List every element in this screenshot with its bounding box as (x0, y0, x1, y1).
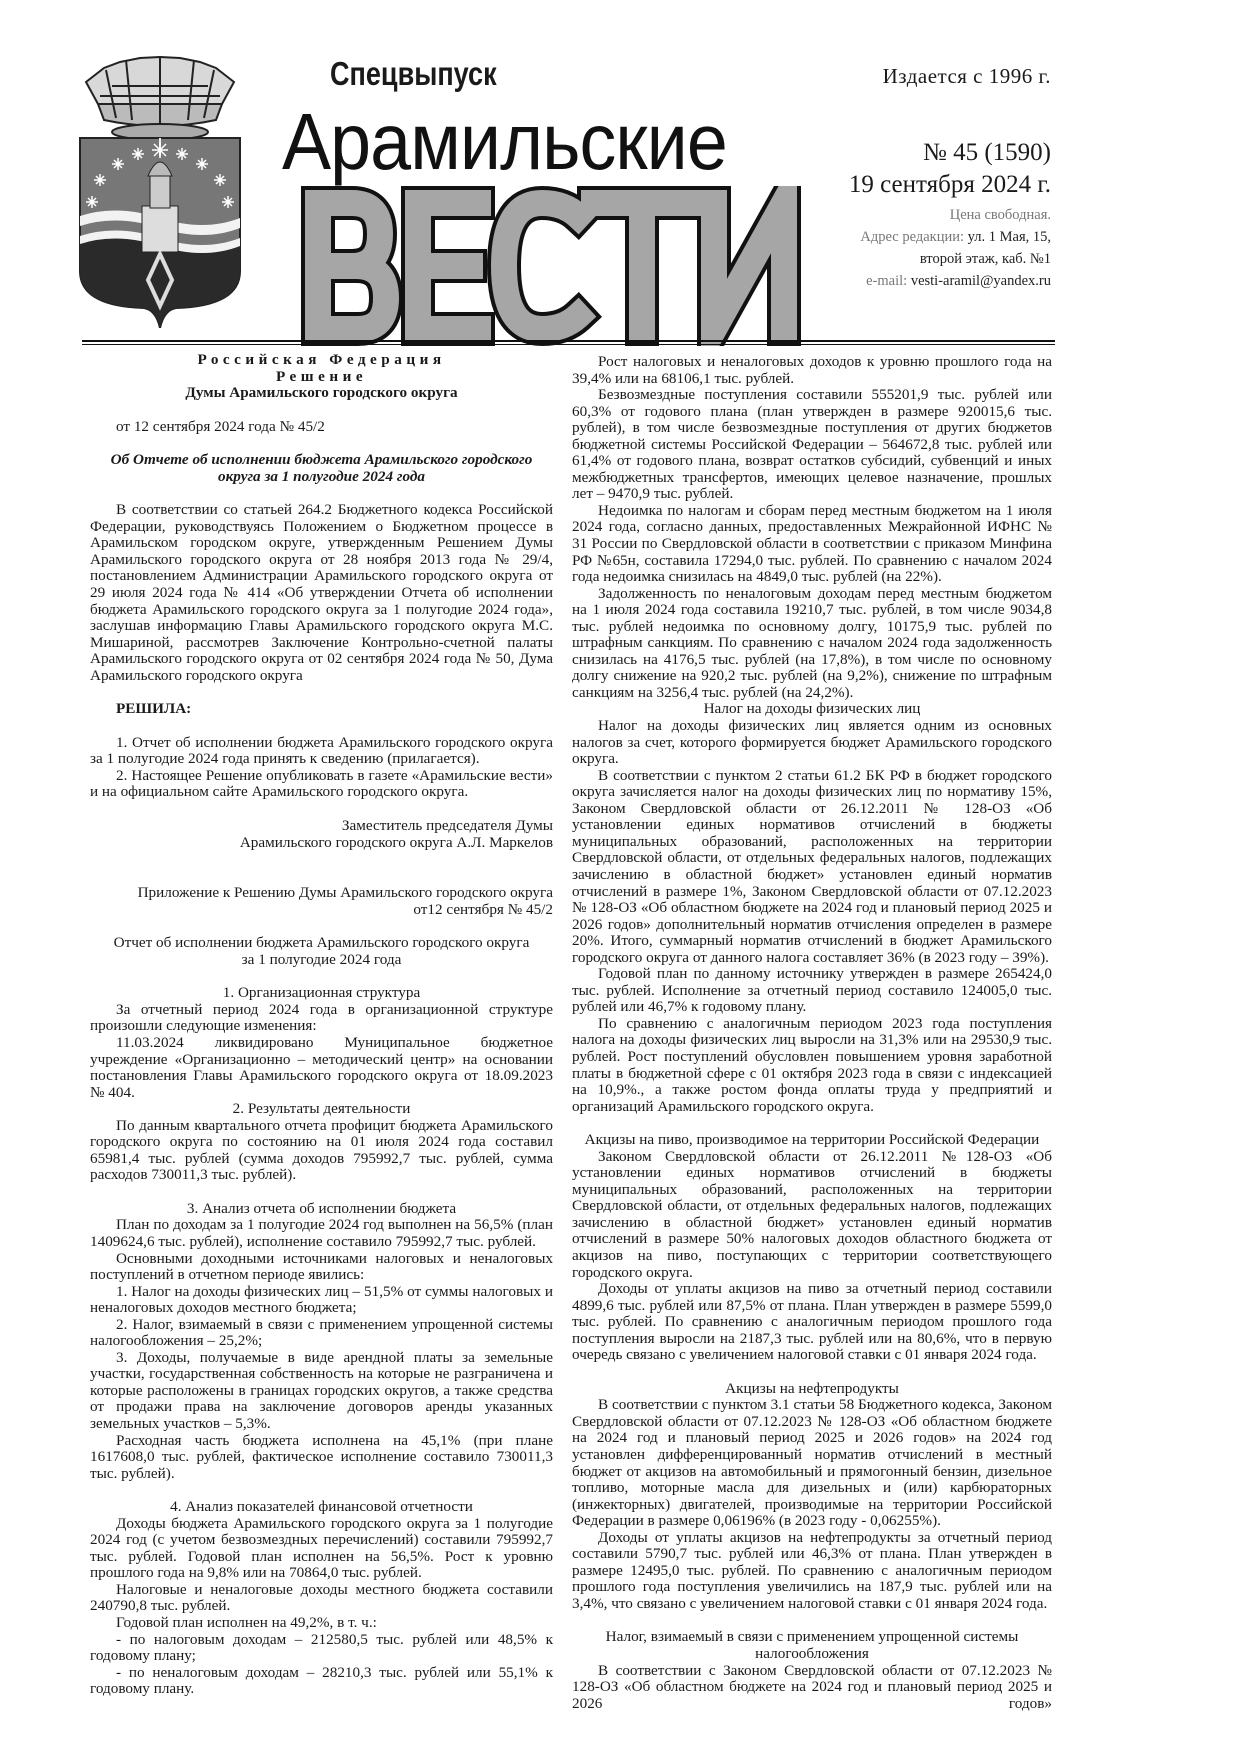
paragraph: В соответствии с пунктом 2 статьи 61.2 БК РФ в бюджет городского округа зачисляется налог на доходы физических лиц по нормативу 15%, Законом Свердловской области от 26.12.2011 № 128-ОЗ «Об установлении единых нормативов отчислений в бюджеты муниципальных образований, расположенных на территории Свердловской области, от отдельных федеральных налогов, подлежащих зачислению в областной бюджет» установлен единый норматив отчислений в размере 1%, Законом Свердловской области от 07.12.2023 № 128-ОЗ «Об областном бюджете на 2024 год и плановый период 2025 и 2026 годов» дополнительный норматив отчисления определен в размере 20%. Итого, суммарный норматив отчислений в бюджет Арамильского городского округа от данного налога составляет 36% (в 2023 году – 39%). (572, 766, 1052, 966)
paragraph: - по налоговым доходам – 212580,5 тыс. рублей или 48,5% к годовому плану; (90, 1630, 553, 1665)
paragraph: Рост налоговых и неналоговых доходов к уровню прошлого года на 39,4% или на 68106,1 тыс. рублей. (572, 353, 1052, 387)
paragraph: По сравнению с аналогичным периодом 2023 года поступления налога на доходы физических лиц выросли на 31,3% или на 29530,9 тыс. рублей. Рост поступлений обусловлен повышением уровня заработной платы в бюджетной сфере с 01 октября 2023 года в связи с индексацией на 10,9%., а также ростом фонда оплаты труда у предприятий и организаций Арамильского городского округа. (572, 1014, 1052, 1115)
email (866, 272, 1051, 290)
paragraph: В соответствии с Законом Свердловской области от 07.12.2023 № 128-ОЗ «Об областном бюджете на 2024 год и плановый период 2025 и 2026 годов» (572, 1661, 1052, 1712)
paragraph: Доходы от уплаты акцизов на пиво за отчетный период составили 4899,6 тыс. рублей или 87,5% от плана. План утвержден в размере 5599,0 тыс. рублей. По сравнению с аналогичным периодом прошлого года поступления выросли на 2187,3 тыс. рублей или на 80,6%, что в первую очередь связано с увеличением налоговой ставки с 01 января 2024 года. (572, 1280, 1052, 1364)
paragraph: Задолженность по неналоговым доходам перед местным бюджетом на 1 июля 2024 года составила 19210,7 тыс. рублей, в том числе 9034,8 тыс. рублей недоимка по основному долгу, 10175,9 тыс. рублей по штрафным санкциям. По сравнению с началом 2024 года задолженность снизилась на 4176,5 тыс. рублей (на 17,8%), в том числе по основному долгу снижение на 920,2 тыс. рублей (на 9,2%), снижение по штрафным санкциям на 3256,4 тыс. рублей (на 24,2%). (572, 584, 1052, 701)
header-divider (82, 340, 1055, 345)
paragraph: Доходы от уплаты акцизов на нефтепродукты за отчетный период составили 5790,7 тыс. рублей или 46,3% от плана. План утвержден в размере 12495,0 тыс. рублей. По сравнению с аналогичным периодом прошлого года поступления увеличились на 187,9 тыс. рублей или на 3,4%, что связано с увеличением налоговой ставки с 01 января 2024 года. (572, 1528, 1052, 1612)
paragraph: Налоговые и неналоговые доходы местного бюджета составили 240790,8 тыс. рублей. (90, 1580, 553, 1615)
paragraph: По данным квартального отчета профицит бюджета Арамильского городского округа по состоянию на 01 июля 2024 года составил 65981,4 тыс. рублей (сумма доходов 795992,7 тыс. рублей, сумма расходов 730011,3 тыс. рублей). (90, 1116, 553, 1184)
section-heading: 2. Результаты деятельности (232, 1100, 411, 1118)
section-heading: 1. Организационная структура (222, 984, 421, 1002)
signature-line: от12 сентября № 45/2 (413, 900, 553, 918)
paragraph: 2. Налог, взимаемый в связи с применением упрощенной системы налогообложения – 25,2%; (90, 1315, 553, 1350)
signature-line: Заместитель председателя Думы (341, 817, 553, 835)
section-heading: 4. Анализ показателей финансовой отчетности (170, 1498, 473, 1516)
section-heading: Акцизы на пиво, производимое на территории Российской Федерации (584, 1131, 1040, 1149)
coat-of-arms-logo (76, 56, 244, 328)
paragraph: Недоимка по налогам и сборам перед местным бюджетом на 1 июля 2024 года, согласно данных, предоставленных Межрайонной ИФНС № 31 России по Свердловской области в соответствии с приказом Минфина РФ №65н, составила 17294,0 тыс. рублей. По сравнению с началом 2024 года недоимка снизилась на 4849,0 тыс. рублей (на 22%). (572, 501, 1052, 586)
paragraph: 1. Налог на доходы физических лиц – 51,5% от суммы налоговых и неналоговых доходов местного бюджета; (90, 1282, 553, 1317)
paragraph: В соответствии с пунктом 3.1 статьи 58 Бюджетного кодекса, Законом Свердловской области от 07.12.2023 № 128-ОЗ «Об областном бюджете на 2024 год и плановый период 2025 и 2026 годов» на 2024 год установлен дифференцированный норматив отчислений в местный бюджет от акцизов на автомобильный и прямогонный бензин, дизельное топливо, моторные масла для дизельных и (или) карбюраторных (инжекторных) двигателей, производимые на территории Российской Федерации в размере 0,06196% (в 2023 году - 0,06255%). (572, 1396, 1052, 1530)
section-heading: Налог, взимаемый в связи с применением упрощенной системы налогообложения (605, 1628, 1019, 1663)
issue-number: № 45 (1590) (922, 139, 1051, 166)
address-line-2: второй этаж, каб. №1 (919, 251, 1051, 267)
paragraph: РЕШИЛА: (116, 700, 192, 718)
signature-line: Приложение к Решению Думы Арамильского городского округа (137, 884, 553, 902)
email-label: e-mail: (866, 273, 908, 289)
section-heading: Отчет об исполнении бюджета Арамильского городского округа (113, 934, 530, 952)
paragraph: В соответствии со статьей 264.2 Бюджетного кодекса Российской Федерации, руководствуясь Положением о Бюджетном процессе в Арамильском городском округе, утвержденным Решением Думы Арамильского городского округа от 28 ноября 2013 года № 29/4, постановлением Администрации Арамильского городского округа от 29 июля 2024 года № 414 «Об утверждении Отчета об исполнении бюджета Арамильского городского округа за 1 полугодие 2024 года», заслушав информацию Главы Арамильского городского округа М.С. Мишариной, рассмотрев Заключение Контрольно-счетной палаты Арамильского городского округа от 02 сентября 2024 года № 50, Дума Арамильского городского округа (90, 501, 553, 684)
paragraph: Годовой план исполнен на 49,2%, в т. ч.: (116, 1614, 377, 1631)
issue-date: 19 сентября 2024 г. (848, 171, 1051, 198)
section-heading: Об Отчете об исполнении бюджета Арамильского городского округа за 1 полугодие 2024 года (110, 451, 533, 485)
paragraph: от 12 сентября 2024 года № 45/2 (116, 417, 325, 435)
address-line-1: ул. 1 Мая, 15, (967, 229, 1051, 245)
section-heading: за 1 полугодие 2024 года (241, 950, 402, 968)
paragraph: 3. Доходы, получаемые в виде арендной платы за земельные участки, государственная собственность на которые не разграничена и которые расположены в границах городских округов, а также средства от продажи права на заключение договоров аренды указанных земельных участков – 5,3%. (90, 1348, 553, 1432)
section-heading: Налог на доходы физических лиц (703, 700, 921, 718)
special-issue-label: Спецвыпуск (330, 55, 497, 92)
newspaper-title-top: Арамильские (282, 97, 727, 186)
section-heading: Российская Федерация (197, 351, 446, 368)
paragraph: Законом Свердловской области от 26.12.2011 №128-ОЗ «Об установлении единых нормативов отчислений в бюджеты муниципальных образований, расположенных на территории Свердловской области, от отдельных федеральных налогов, подлежащих зачислению в областной бюджет» установлен единый норматив отчислений в размере 50% налоговых доходов областного бюджета от акцизов на пиво, поступающих с территории соответствующего городского округа. (572, 1147, 1052, 1281)
paragraph: - по неналоговым доходам – 28210,3 тыс. рублей или 55,1% к годовому плану. (90, 1663, 553, 1698)
email-address[interactable]: vesti-aramil@yandex.ru (910, 273, 1051, 289)
paragraph: Основными доходными источниками налоговых и неналоговых поступлений в отчетном периоде явились: (90, 1249, 553, 1284)
paragraph: 2. Настоящее Решение опубликовать в газете «Арамильские вести» и на официальном сайте Арамильского городского округа. (90, 766, 553, 801)
left-column (90, 352, 553, 1698)
price: Цена свободная. (949, 207, 1051, 223)
paragraph: Безвозмездные поступления составили 555201,9 тыс. рублей или 60,3% от годового плана (план утвержден в размере 920015,6 тыс. рублей), в том числе безвозмездные поступления от других бюджетов бюджетной системы Российской Федерации – 564672,8 тыс. рублей или 61,4% от годового плана, возврат остатков субсидий, субвенций и иных межбюджетных трансфертов, имеющих целевое назначение, прошлых лет – 9470,9 тыс. рублей. (572, 386, 1052, 503)
section-heading: 3. Анализ отчета об исполнении бюджета (186, 1199, 457, 1217)
paragraph: Годовой план по данному источнику утвержден в размере 265424,0 тыс. рублей. Исполнение за отчетный период составило 124005,0 тыс. рублей или 46,7% к годовому плану. (572, 965, 1052, 1016)
paragraph: План по доходам за 1 полугодие 2024 год выполнен на 56,5% (план 1409624,6 тыс. рублей), исполнение составило 795992,7 тыс. рублей. (90, 1216, 553, 1250)
section-heading: Акцизы на нефтепродукты (725, 1379, 899, 1397)
newspaper-title-bottom-logo (296, 186, 806, 346)
paragraph: За отчетный период 2024 года в организационной структуре произошли следующие изменения: (90, 1000, 553, 1035)
published-since: Издается с 1996 г. (882, 64, 1051, 88)
section-heading: Думы Арамильского городского округа (185, 384, 458, 402)
paragraph: Расходная часть бюджета исполнена на 45,1% (при плане 1617608,0 тыс. рублей, фактическое исполнение составило 730011,3 тыс. рублей). (90, 1431, 553, 1482)
paragraph: 11.03.2024 ликвидировано Муниципальное бюджетное учреждение «Организационно – методический центр» на основании постановления Главы Арамильского городского округа от 18.09.2023 № 404. (90, 1033, 553, 1101)
editorial-address (860, 228, 1051, 246)
paragraph: Доходы бюджета Арамильского городского округа за 1 полугодие 2024 год (с учетом безвозмездных перечислений) составили 795992,7 тыс. рублей. Годовой план исполнен на 56,5%. Рост к уровню прошлого года на 9,8% или на 70864,0 тыс. рублей. (90, 1514, 553, 1582)
right-column (572, 354, 1052, 1712)
paragraph: 1. Отчет об исполнении бюджета Арамильского городского округа за 1 полугодие 2024 года принять к сведению (прилагается). (90, 733, 553, 768)
paragraph: Налог на доходы физических лиц является одним из основных налогов за счет, которого формируется бюджет Арамильского городского округа. (572, 717, 1052, 768)
section-heading: Решение (275, 367, 368, 385)
signature-line: Арамильского городского округа А.Л. Маркелов (239, 833, 553, 851)
address-label: Адрес редакции: (860, 229, 965, 245)
